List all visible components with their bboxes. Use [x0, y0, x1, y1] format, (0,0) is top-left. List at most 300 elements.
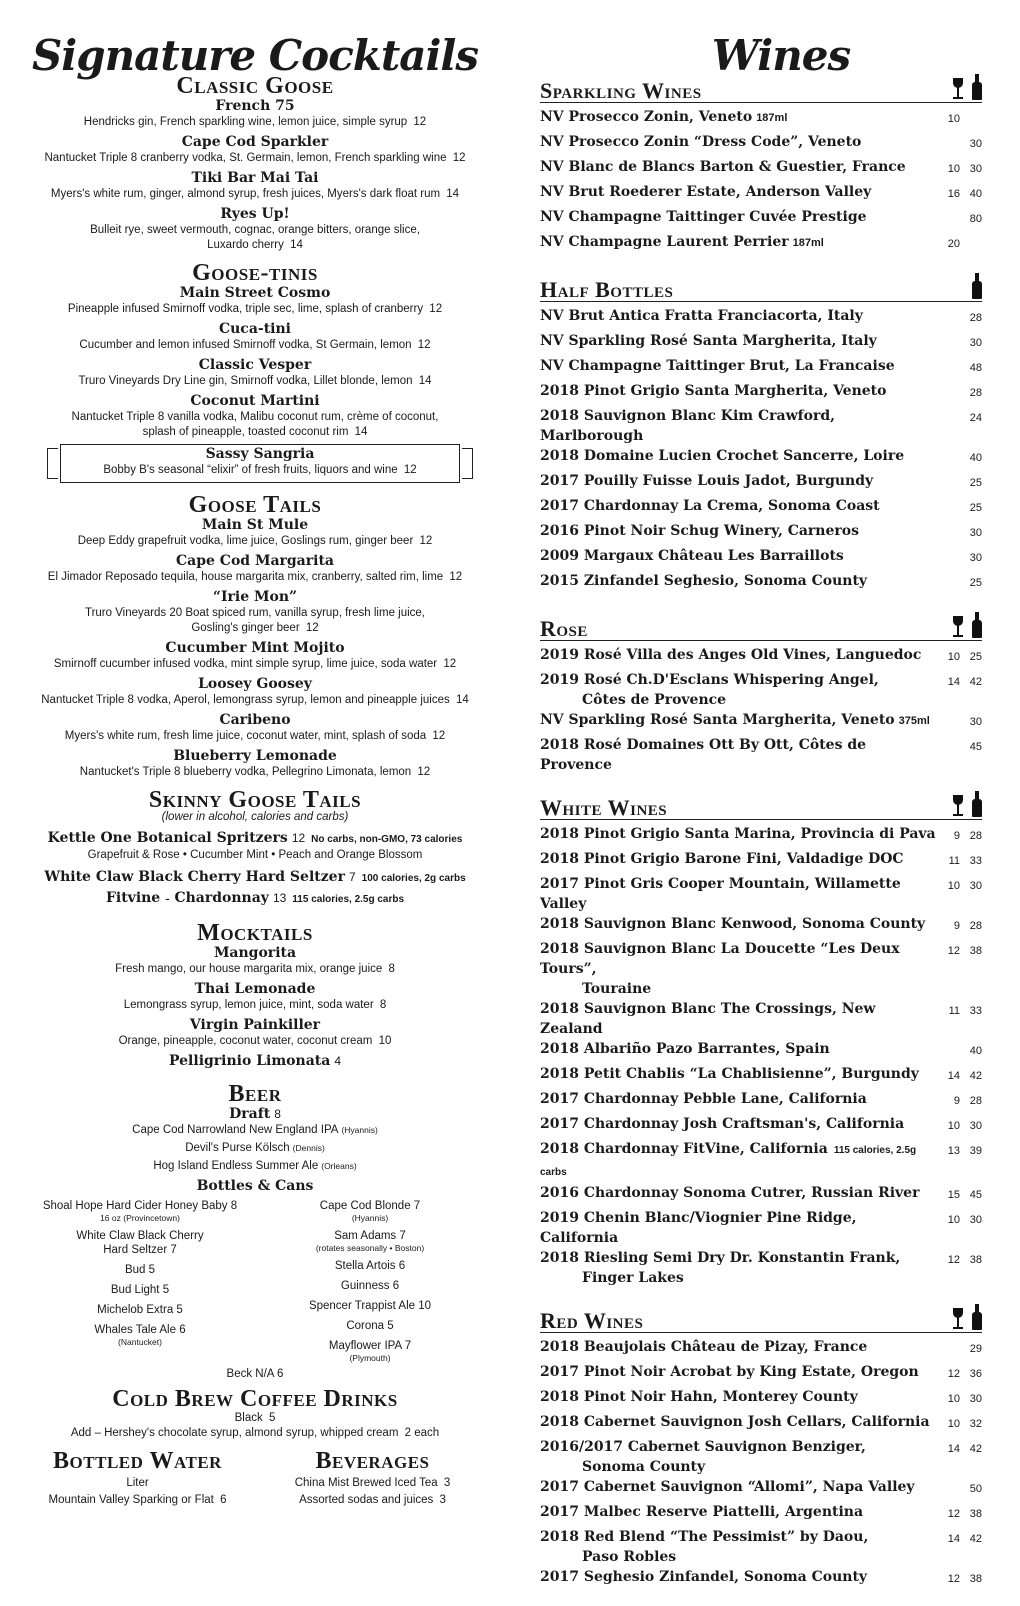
- bottles-cans-label: Bottles & Cans: [196, 1178, 314, 1194]
- wine-glass-price: 9: [953, 920, 960, 932]
- wine-name: [540, 157, 938, 177]
- wine-glass-price: [938, 331, 960, 333]
- wine-name: [540, 1502, 938, 1522]
- menu-item-desc: [30, 151, 480, 166]
- wine-bottle-price: 36: [969, 1368, 982, 1380]
- wine-name: [540, 356, 938, 376]
- beverages-heading: Beverages: [315, 1448, 430, 1474]
- menu-item-desc-text: Luxardo cherry: [207, 239, 284, 251]
- menu-item-price: 14: [418, 375, 432, 387]
- wine-name-text: 2017 Pinot Noir Acrobat by King Estate, Oregon: [540, 1364, 919, 1380]
- rose-list: [540, 645, 982, 775]
- wine-name: [540, 571, 938, 591]
- menu-item-desc: [30, 534, 480, 549]
- wine-bottle-price: 28: [969, 387, 982, 399]
- bottle-price: 5: [148, 1264, 156, 1276]
- wine-name: [540, 670, 938, 710]
- menu-item: [30, 676, 480, 708]
- menu-item-price: 12: [452, 152, 466, 164]
- menu-item-name: Classic Vesper: [198, 357, 312, 373]
- menu-item-desc: [30, 765, 480, 780]
- sassy-sangria-desc: Bobby B's seasonal “elixir” of fresh fruits, liquors and wine 12: [103, 464, 417, 476]
- wine-bottle-price: [960, 232, 982, 234]
- menu-item-desc-text: Smirnoff cucumber infused vodka, mint simple syrup, lime juice, soda water: [53, 658, 438, 670]
- draft-name: Hog Island Endless Summer Ale: [153, 1160, 319, 1172]
- skinny-goose-tails-heading: Skinny Goose Tails: [148, 787, 362, 813]
- wine-name-text: 2018 Pinot Grigio Santa Margherita, Veneto: [540, 383, 887, 399]
- bottle-item: [260, 1279, 480, 1293]
- bottle-item: [260, 1259, 480, 1273]
- wine-bottle-price: 30: [969, 527, 982, 539]
- red-wines-section: [540, 1302, 982, 1592]
- menu-item: [30, 206, 480, 253]
- wine-name: [540, 1208, 938, 1248]
- menu-item-price: 8: [379, 999, 387, 1011]
- cold-brew-heading: Cold Brew Coffee Drinks: [112, 1386, 398, 1412]
- wine-row: [540, 356, 982, 381]
- menu-item-name: Cape Cod Margarita: [176, 553, 334, 569]
- menu-item-desc-2: [30, 425, 480, 440]
- wine-glass-price: 11: [948, 855, 960, 867]
- wine-name: [540, 331, 938, 351]
- draft-item: [30, 1123, 480, 1137]
- menu-item: [30, 357, 480, 389]
- bottle-item: [260, 1199, 480, 1223]
- wine-bottle-price: 38: [969, 1508, 982, 1520]
- menu-item-price: 12: [429, 303, 443, 315]
- wine-glass-price: 16: [947, 188, 960, 200]
- wine-name-text: 2017 Cabernet Sauvignon “Allomi”, Napa Valley: [540, 1479, 915, 1495]
- wine-row: [540, 207, 982, 232]
- wine-row: [540, 1139, 982, 1183]
- menu-item: [30, 553, 480, 585]
- wine-name: [540, 914, 938, 934]
- skinny-subheading: (lower in alcohol, calories and carbs): [161, 811, 349, 823]
- wine-row: [540, 496, 982, 521]
- wine-glass-price: 10: [947, 1120, 960, 1132]
- wine-glass-price: [938, 1337, 960, 1339]
- menu-item: [30, 1017, 480, 1049]
- water-beverages-row: [30, 1449, 480, 1508]
- beverages-line-1: China Mist Brewed Iced Tea 3: [294, 1477, 451, 1489]
- wine-row: [540, 670, 982, 710]
- wine-bottle-price: 30: [969, 337, 982, 349]
- wine-row: [540, 471, 982, 496]
- sparkling-wines-list: [540, 107, 982, 257]
- wine-name-text: 2018 Domaine Lucien Crochet Sancerre, Loire: [540, 448, 905, 464]
- wine-row: [540, 1502, 982, 1527]
- wine-row: [540, 914, 982, 939]
- draft-list: [30, 1123, 480, 1173]
- wine-name-text: NV Champagne Taittinger Brut, La Francaise: [540, 358, 895, 374]
- sassy-sangria-box: [60, 444, 460, 483]
- menu-item-price: 12: [443, 658, 457, 670]
- menu-item-desc: [30, 115, 480, 130]
- white-wines-list: [540, 824, 982, 1288]
- water-line-1: Liter: [126, 1477, 149, 1489]
- wine-name-text: 2017 Pinot Gris Cooper Mountain, Willamette Valley: [540, 876, 901, 912]
- wine-size: 375ml: [898, 715, 930, 727]
- wine-name-text: 2016 Pinot Noir Schug Winery, Carneros: [540, 523, 859, 539]
- wine-name-text: 2018 Sauvignon Blanc Kim Crawford, Marlborough: [540, 408, 836, 444]
- wine-bottle-price: 30: [969, 138, 982, 150]
- wine-name: [540, 406, 938, 446]
- menu-item-desc: [30, 187, 480, 202]
- bottle-price: 5: [162, 1284, 170, 1296]
- wine-glass-price: 20: [947, 238, 960, 250]
- draft-location: (Dennis): [292, 1143, 325, 1153]
- wine-name-text: 2018 Sauvignon Blanc Kenwood, Sonoma County: [540, 916, 926, 932]
- classic-goose-list: [30, 98, 480, 253]
- wine-bottle-price: 30: [969, 716, 982, 728]
- wine-name-text: 2018 Riesling Semi Dry Dr. Konstantin Frank,: [540, 1250, 901, 1266]
- cold-brew-black: Black 5: [234, 1412, 276, 1424]
- menu-item-desc: [30, 374, 480, 389]
- wine-glass-icon: [952, 616, 964, 638]
- wine-name-text: 2018 Red Blend “The Pessimist” by Daou,: [540, 1529, 869, 1545]
- signature-cocktails-title: Signature Cocktails: [31, 31, 479, 80]
- wine-bottle-price: [960, 107, 982, 109]
- menu-item: [30, 748, 480, 780]
- wine-row: [540, 157, 982, 182]
- wine-name: [540, 874, 938, 914]
- wine-glass-price: 9: [953, 830, 960, 842]
- wine-name: [540, 1362, 938, 1382]
- wine-name-text: 2017 Chardonnay La Crema, Sonoma Coast: [540, 498, 880, 514]
- bottle-price: 8: [230, 1200, 238, 1212]
- wine-name: [540, 207, 938, 227]
- wine-bottle-price: 30: [969, 1393, 982, 1405]
- menu-item: [30, 712, 480, 744]
- wine-glass-price: [938, 356, 960, 358]
- wine-glass-price: 12: [947, 1508, 960, 1520]
- wine-bottle-price: 38: [969, 1573, 982, 1585]
- wine-name-text: 2018 Petit Chablis “La Chablisienne”, Burgundy: [540, 1066, 919, 1082]
- wine-bottle-price: 25: [969, 577, 982, 589]
- menu-item-price: 10: [378, 1035, 392, 1047]
- cold-brew-add: Add – Hershey's chocolate syrup, almond syrup, whipped cream 2 each: [70, 1427, 440, 1439]
- wine-name: [540, 107, 938, 128]
- wine-bottle-icon: [972, 612, 982, 638]
- menu-item-price: 14: [446, 188, 460, 200]
- wine-bottle-price: 50: [969, 1483, 982, 1495]
- wine-name: [540, 939, 938, 999]
- bottle-item: [30, 1283, 250, 1297]
- bottled-water-block: [30, 1449, 245, 1508]
- wine-bottle-price: 30: [969, 1120, 982, 1132]
- menu-item-name: Blueberry Lemonade: [173, 748, 337, 764]
- bottle-price: 6: [392, 1280, 400, 1292]
- wine-name-text: NV Champagne Taittinger Cuvée Prestige: [540, 209, 867, 225]
- bottle-item: [30, 1229, 250, 1257]
- wine-glass-price: [938, 571, 960, 573]
- wine-name-text: 2017 Malbec Reserve Piattelli, Argentina: [540, 1504, 864, 1520]
- wine-row: [540, 1477, 982, 1502]
- menu-item-desc-2: [30, 238, 480, 253]
- menu-item-name: Tiki Bar Mai Tai: [191, 170, 319, 186]
- menu-item-desc-text: Truro Vineyards Dry Line gin, Smirnoff vodka, Lillet blonde, lemon: [78, 375, 413, 387]
- menu-item: [30, 393, 480, 440]
- wine-row: [540, 446, 982, 471]
- wine-menu-column: [540, 30, 982, 1606]
- wine-bottle-price: 28: [969, 830, 982, 842]
- bottle-item: [260, 1319, 480, 1333]
- wine-name-text: NV Sparkling Rosé Santa Margherita, Veneto: [540, 712, 895, 728]
- rose-heading: Rose: [540, 616, 588, 641]
- wine-name: [540, 1114, 938, 1134]
- bottle-name: Shoal Hope Hard Cider Honey Baby: [42, 1200, 228, 1212]
- menu-item-desc: [30, 998, 480, 1013]
- wine-row: [540, 824, 982, 849]
- wine-row: [540, 874, 982, 914]
- wine-name-2: Côtes de Provence: [582, 692, 727, 708]
- menu-item-desc-text: Lemongrass syrup, lemon juice, mint, soda water: [123, 999, 374, 1011]
- wine-row: [540, 849, 982, 874]
- wine-row: [540, 1064, 982, 1089]
- goose-tails-heading: Goose Tails: [188, 492, 322, 518]
- wine-name: [540, 824, 938, 844]
- wine-name: [540, 496, 938, 516]
- menu-item-price: 12: [413, 116, 427, 128]
- bottle-sub: (Plymouth): [349, 1353, 391, 1363]
- menu-item-desc: [30, 570, 480, 585]
- wine-bottle-price: 40: [969, 452, 982, 464]
- bottles-left-col: [30, 1199, 250, 1369]
- bottle-sub: 16 oz (Provincetown): [100, 1213, 180, 1223]
- wine-name-text: 2018 Sauvignon Blanc La Doucette “Les Deux Tours”,: [540, 941, 900, 977]
- wine-name: [540, 1064, 938, 1084]
- wine-name: [540, 1089, 938, 1109]
- wine-bottle-price: 45: [969, 1189, 982, 1201]
- wines-title: Wines: [711, 31, 851, 80]
- draft-location: (Hyannis): [341, 1125, 378, 1135]
- wine-glass-price: 12: [947, 945, 960, 957]
- wine-name: [540, 1477, 938, 1497]
- bottle-price: 7: [413, 1200, 421, 1212]
- mocktails-list: [30, 945, 480, 1049]
- wine-row: [540, 1337, 982, 1362]
- wine-bottle-price: 25: [969, 651, 982, 663]
- wine-glass-price: 12: [947, 1254, 960, 1266]
- sparkling-wines-heading: Sparkling Wines: [540, 78, 702, 103]
- goose-tails-list: [30, 517, 480, 780]
- menu-item-price: 8: [388, 963, 395, 975]
- bottle-name: Whales Tale Ale: [94, 1324, 176, 1336]
- wine-name-text: NV Brut Roederer Estate, Anderson Valley: [540, 184, 872, 200]
- bottle-name: White Claw Black Cherry: [76, 1230, 204, 1242]
- rose-header: [540, 610, 982, 641]
- wine-name-text: 2017 Seghesio Zinfandel, Sonoma County: [540, 1569, 868, 1585]
- menu-item: [30, 981, 480, 1013]
- menu-item-name: Loosey Goosey: [198, 676, 312, 692]
- wine-glass-price: [938, 446, 960, 448]
- menu-item-name: “Irie Mon”: [212, 589, 298, 605]
- wine-glass-price: [938, 306, 960, 308]
- bottle-name: Bud: [124, 1264, 146, 1276]
- wine-bottle-price: 39: [969, 1145, 982, 1157]
- wine-row: [540, 182, 982, 207]
- menu-item-price: 12: [449, 571, 463, 583]
- wine-glass-price: 12: [947, 1368, 960, 1380]
- wine-glass-price: [938, 496, 960, 498]
- wine-bottle-price: 33: [969, 1005, 982, 1017]
- wine-name-text: NV Brut Antica Fratta Franciacorta, Italy: [540, 308, 863, 324]
- menu-item-desc-text: Nantucket's Triple 8 blueberry vodka, Pellegrino Limonata, lemon: [79, 766, 412, 778]
- wine-name-text: 2017 Pouilly Fuisse Louis Jadot, Burgundy: [540, 473, 874, 489]
- bottle-name: Spencer Trappist Ale: [308, 1300, 416, 1312]
- wine-name-text: 2009 Margaux Château Les Barraillots: [540, 548, 844, 564]
- wine-name: [540, 1567, 938, 1587]
- wine-name: [540, 546, 938, 566]
- wine-name-text: 2017 Chardonnay Josh Craftsman's, California: [540, 1116, 905, 1132]
- wine-glass-icon: [952, 78, 964, 100]
- menu-item-name: Main St Mule: [201, 517, 309, 533]
- wine-name-text: 2018 Pinot Noir Hahn, Monterey County: [540, 1389, 858, 1405]
- menu-item: [30, 285, 480, 317]
- wine-glass-price: [938, 735, 960, 737]
- menu-item-name: Ryes Up!: [220, 206, 290, 222]
- draft-item: [30, 1159, 480, 1173]
- beverages-line-2: Assorted sodas and juices 3: [299, 1494, 446, 1506]
- wine-name-text: 2019 Chenin Blanc/Viognier Pine Ridge, California: [540, 1210, 857, 1246]
- menu-item-name: Coconut Martini: [190, 393, 320, 409]
- wine-bottle-price: 80: [969, 213, 982, 225]
- bottle-item: [260, 1299, 480, 1313]
- wine-name: [540, 1527, 938, 1567]
- wine-name-text: 2018 Pinot Grigio Barone Fini, Valdadige DOC: [540, 851, 904, 867]
- wine-row: [540, 406, 982, 446]
- bottle-sub: (Hyannis): [351, 1213, 389, 1223]
- wine-bottle-icon: [972, 74, 982, 100]
- menu-item-desc-text: Myers's white rum, ginger, almond syrup, fresh juices, Myers's dark float rum: [50, 188, 441, 200]
- kettle-one-spritzers: Kettle One Botanical Spritzers 12 No carbs, non-GMO, 73 calories: [47, 830, 463, 846]
- draft-location: (Orleans): [321, 1161, 357, 1171]
- wine-glass-price: [938, 546, 960, 548]
- wine-glass-price: 14: [947, 676, 960, 688]
- bottle-name: Michelob Extra: [97, 1304, 174, 1316]
- wine-row: [540, 1089, 982, 1114]
- bottle-price: 7: [399, 1230, 406, 1242]
- wine-name-text: 2019 Rosé Ch.D'Esclans Whispering Angel,: [540, 672, 879, 688]
- wine-name-2: Finger Lakes: [582, 1270, 684, 1286]
- bottle-name: Cape Cod Blonde: [319, 1200, 411, 1212]
- bottle-price: 7: [404, 1340, 412, 1352]
- wine-row: [540, 546, 982, 571]
- wine-bottle-price: 24: [969, 412, 982, 424]
- half-bottles-list: [540, 306, 982, 596]
- bottle-name: Corona: [346, 1320, 385, 1332]
- wine-name-text: NV Champagne Laurent Perrier: [540, 234, 789, 250]
- wine-name: [540, 232, 938, 253]
- wine-bottle-icon: [972, 791, 982, 817]
- wine-name-text: NV Sparkling Rosé Santa Margherita, Italy: [540, 333, 877, 349]
- wine-row: [540, 645, 982, 670]
- draft-name: Cape Cod Narrowland New England IPA: [132, 1124, 339, 1136]
- wine-name: [540, 132, 938, 152]
- menu-item: [30, 517, 480, 549]
- bottle-sub: (Nantucket): [118, 1337, 162, 1347]
- wine-glass-price: 14: [947, 1070, 960, 1082]
- menu-item-desc: [30, 1034, 480, 1049]
- bottle-price: 7: [170, 1244, 177, 1256]
- wine-name: [540, 182, 938, 202]
- wine-size: 187ml: [792, 237, 824, 249]
- wine-bottle-price: 42: [969, 676, 982, 688]
- wine-glass-price: 10: [947, 1393, 960, 1405]
- menu-item-desc: Truro Vineyards 20 Boat spiced rum, vanilla syrup, fresh lime juice,: [84, 607, 426, 619]
- white-wines-section: [540, 789, 982, 1288]
- wine-row: [540, 735, 982, 775]
- kettle-flavors: Grapefruit & Rose • Cucumber Mint • Peach and Orange Blossom: [87, 849, 423, 861]
- wine-row: [540, 1183, 982, 1208]
- wine-name: [540, 1039, 938, 1059]
- wine-glass-price: 13: [947, 1145, 960, 1157]
- wine-bottle-price: 30: [969, 552, 982, 564]
- wine-name-text: NV Prosecco Zonin, Veneto: [540, 109, 753, 125]
- white-claw-seltzer: White Claw Black Cherry Hard Seltzer 7 100 calories, 2g carbs: [44, 869, 466, 885]
- bottles-right-col: [260, 1199, 480, 1369]
- menu-item-desc: Bulleit rye, sweet vermouth, cognac, orange bitters, orange slice,: [90, 224, 420, 236]
- bottle-price: 10: [418, 1300, 432, 1312]
- menu-item-name: Mangorita: [213, 945, 297, 961]
- wine-bottle-price: 40: [969, 188, 982, 200]
- bottle-name: Guinness: [340, 1280, 390, 1292]
- menu-item-desc-text: Cucumber and lemon infused Smirnoff vodka, St Germain, lemon: [79, 339, 412, 351]
- menu-item-desc-text: Pineapple infused Smirnoff vodka, triple sec, lime, splash of cranberry: [67, 303, 424, 315]
- wine-glass-price: 10: [947, 880, 960, 892]
- menu-item-name: Caribeno: [219, 712, 291, 728]
- wine-name-2: Touraine: [582, 981, 652, 997]
- menu-item-desc-text: Gosling's ginger beer: [191, 622, 300, 634]
- wine-glass-price: 10: [947, 163, 960, 175]
- menu-item-name: Cuca-tini: [218, 321, 291, 337]
- half-bottles-heading: Half Bottles: [540, 277, 674, 302]
- wine-name-2: Sonoma County: [582, 1459, 706, 1475]
- wine-row: [540, 381, 982, 406]
- bottle-item: [30, 1199, 250, 1223]
- rose-section: [540, 610, 982, 775]
- wine-name: [540, 1183, 938, 1203]
- wine-glass-price: 11: [948, 1005, 960, 1017]
- menu-item-desc: [30, 302, 480, 317]
- bottle-name: Sam Adams: [334, 1230, 397, 1242]
- wine-name: [540, 710, 938, 731]
- menu-item-name: Thai Lemonade: [194, 981, 316, 997]
- menu-item-desc: [30, 338, 480, 353]
- wine-glass-icon: [952, 795, 964, 817]
- wine-bottle-price: 38: [969, 945, 982, 957]
- beck-na: Beck N/A 6: [226, 1368, 284, 1380]
- beverages-block: [265, 1449, 480, 1508]
- menu-item-desc-text: Orange, pineapple, coconut water, coconut cream: [118, 1035, 373, 1047]
- menu-item-price: 14: [455, 694, 469, 706]
- menu-item-price: 12: [432, 730, 446, 742]
- wine-note: 115 calories, 2.5g carbs: [540, 1145, 917, 1178]
- wine-name-text: 2016 Chardonnay Sonoma Cutrer, Russian River: [540, 1185, 920, 1201]
- wine-name: [540, 306, 938, 326]
- wine-row: [540, 132, 982, 157]
- wine-bottle-price: 30: [969, 163, 982, 175]
- menu-item: [30, 945, 480, 977]
- menu-item-desc: Nantucket Triple 8 vanilla vodka, Malibu coconut rum, crème of coconut,: [71, 411, 439, 423]
- wine-name: [540, 521, 938, 541]
- menu-item: [30, 134, 480, 166]
- menu-item-price: 12: [305, 622, 319, 634]
- bottle-price: 5: [387, 1320, 394, 1332]
- wine-bottle-price: 33: [969, 855, 982, 867]
- goose-tinis-heading: Goose-tinis: [192, 260, 318, 286]
- wine-bottle-price: 25: [969, 502, 982, 514]
